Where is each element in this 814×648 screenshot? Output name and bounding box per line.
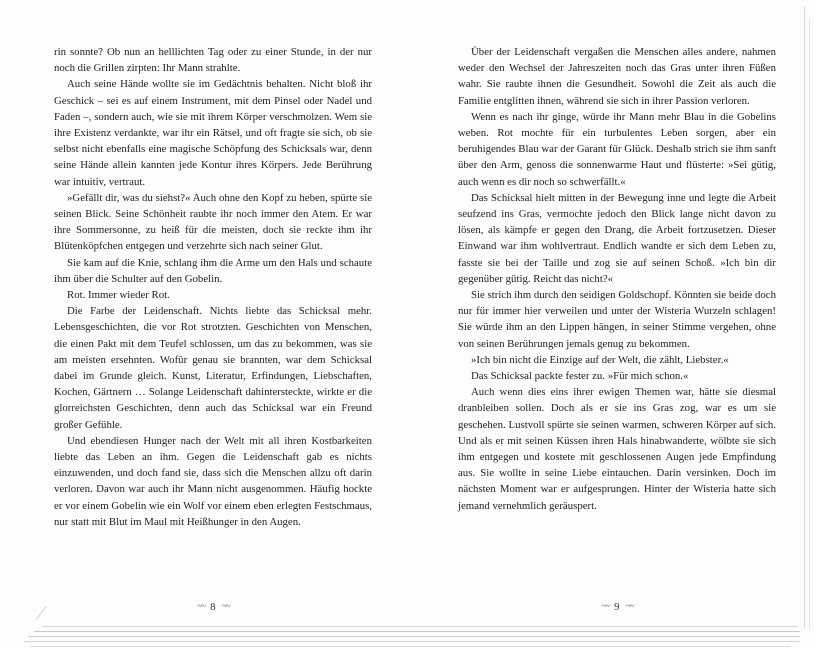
page-edge-line bbox=[24, 641, 800, 642]
paragraph: rin sonnte? Ob nun an helllichten Tag oder zu einer Stunde, in der nur noch die Grillen zirpten: Ihr Mann strahlte. bbox=[54, 46, 372, 75]
ornament-icon: ~~ bbox=[197, 601, 205, 612]
page-edge-line bbox=[28, 636, 800, 637]
paragraph: Die Farbe der Leidenschaft. Nichts liebte das Schicksal mehr. Lebensgeschichten, die vor Rot strotzten. Geschichten von Menschen, die einen Pakt mit dem Teufel schlossen, um das zu bekommen, was sie am meisten ersehnten. Wofür genau sie brannten, war dem Schicksal dabei im Grunde gleich. Kunst, Literatur, Erfindungen, Liebschaften, Kochen, Gärtnern … Solange Leidenschaft dahintersteckte, wirkte er die glorreichsten Geschichten, denn auch das Schicksal war ein Freund großer Gefühle. bbox=[54, 305, 372, 431]
paragraph: Und ebendiesen Hunger nach der Welt mit all ihren Kostbarkeiten liebte das Leben an ihm. Gegen die Leidenschaft gab es nichts einzuwenden, und doch fand sie, dass sich die Menschen allzu oft darin verloren. Davon war auch ihr Mann nicht ausgenommen. Häufig hockte er vor einem Gobelin wie ein Wolf vor einem eben erlegten Festschmaus, nur statt mit Blut im Maul mit Heißhunger in den Augen. bbox=[54, 434, 372, 528]
page-text-right bbox=[458, 44, 776, 514]
page-left bbox=[54, 0, 372, 630]
paragraph: Das Schicksal hielt mitten in der Bewegung inne und legte die Arbeit seufzend ins Gras, vermochte jedoch den Blick lange nicht davon zu lösen, als kämpfe er gegen den Drang, die Arbeit fortzusetzen. Dieser Einwand war ihm wohlvertraut. Endlich wandte er sich dem Leben zu, fasste sie bei der Taille und zog sie auf seinen Schoß. »Ich bin dir gegenüber gütig. Reicht das nicht?« bbox=[458, 191, 776, 285]
paragraph: Auch seine Hände wollte sie im Gedächtnis behalten. Nicht bloß ihr Geschick – sei es auf einem Instrument, mit dem Pinsel oder Nadel und Faden –, sondern auch, wie sie mit ihrem Körper verschmolzen. Wem sie ihre Existenz verdankte, war ihr ein Rätsel, und oft fragte sie sich, ob sie selbst nicht ebenfalls eine magische Schöpfung des Schicksals war, denn seine Hände allein kannten jede Kontur ihres Körpers. Jede Berührung war intuitiv, vertraut. bbox=[54, 78, 372, 188]
paragraph: Sie kam auf die Knie, schlang ihm die Arme um den Hals und schaute ihm über die Schulter auf den Gobelin. bbox=[54, 256, 372, 285]
page-edge-right bbox=[804, 6, 805, 628]
paragraph: Über der Leidenschaft vergaßen die Menschen alles andere, nahmen weder den Wechsel der Jahreszeiten noch das Gras unter ihren Füßen wahr. Sie raubte ihnen die Gesundheit. Sowohl die Zeit als auch die Familie entglitten ihnen, während sie sich in ihrer Passion verloren. bbox=[458, 46, 776, 107]
ornament-icon: ~~ bbox=[601, 601, 609, 612]
paragraph: Wenn es nach ihr ginge, würde ihr Mann mehr Blau in die Gobelins weben. Rot mochte für ein turbulentes Leben sorgen, aber ein beruhigendes Blau war der Garant für Glück. Deshalb strich sie ihm sanft über den Arm, genoss die sonnenwarme Haut und flüsterte: »Sei gütig, auch wenn es dir noch so schwerfällt.« bbox=[458, 110, 776, 188]
page-right bbox=[458, 0, 776, 630]
page-text-left bbox=[54, 44, 372, 530]
page-footer-right bbox=[458, 602, 776, 613]
ornament-icon: ~~ bbox=[625, 601, 633, 612]
paragraph: »Gefällt dir, was du siehst?« Auch ohne den Kopf zu heben, spürte sie seinen Blick. Seine Schönheit raubte ihr noch immer den Atem. Er war ihre Sommersonne, zu heiß für die meisten, doch sie reckte ihm ihr Blütenköpfchen entgegen und verzehrte sich nach seiner Glut. bbox=[54, 191, 372, 253]
page-number-left: 8 bbox=[210, 602, 216, 613]
page-footer-left bbox=[54, 602, 372, 613]
page-number-right: 9 bbox=[614, 602, 620, 613]
page-edge-line bbox=[34, 631, 800, 632]
page-edge-line bbox=[30, 646, 790, 647]
paragraph: »Ich bin nicht die Einzige auf der Welt, die zählt, Liebster.« bbox=[471, 353, 729, 366]
paragraph: Rot. Immer wieder Rot. bbox=[67, 289, 170, 302]
paragraph: Sie strich ihm durch den seidigen Goldschopf. Könnten sie beide doch nur für immer hier verweilen und unter der Wisteria Wurzeln schlagen! Sie würde ihm an den Lippen hängen, in seiner Stimme vergehen, ohne von seinen Berührungen jemals genug zu bekommen. bbox=[458, 289, 776, 350]
page-edge-right-outer bbox=[809, 18, 810, 630]
page-corner-curve bbox=[36, 607, 47, 620]
paragraph: Auch wenn dies eins ihrer ewigen Themen war, hätte sie diesmal dranbleiben sollen. Doch als er sie ins Gras zog, war es um sie geschehen. Lustvoll spürte sie seinen warmen, schweren Körper auf sich. Und als er mit seinen Küssen ihren Hals hinabwanderte, wölbte sie sich ihm entgegen und kostete mit geschlossenen Augen jede Empfindung aus. Sie wollte in seine Liebe eintauchen. Darin versinken. Doch im nächsten Moment war er aufgesprungen. Hinter der Wisteria hatte sich jemand vernehmlich geräuspert. bbox=[458, 386, 776, 512]
ornament-icon: ~~ bbox=[221, 601, 229, 612]
page-edge-line bbox=[42, 626, 798, 627]
paragraph: Das Schicksal packte fester zu. »Für mich schon.« bbox=[471, 370, 689, 383]
